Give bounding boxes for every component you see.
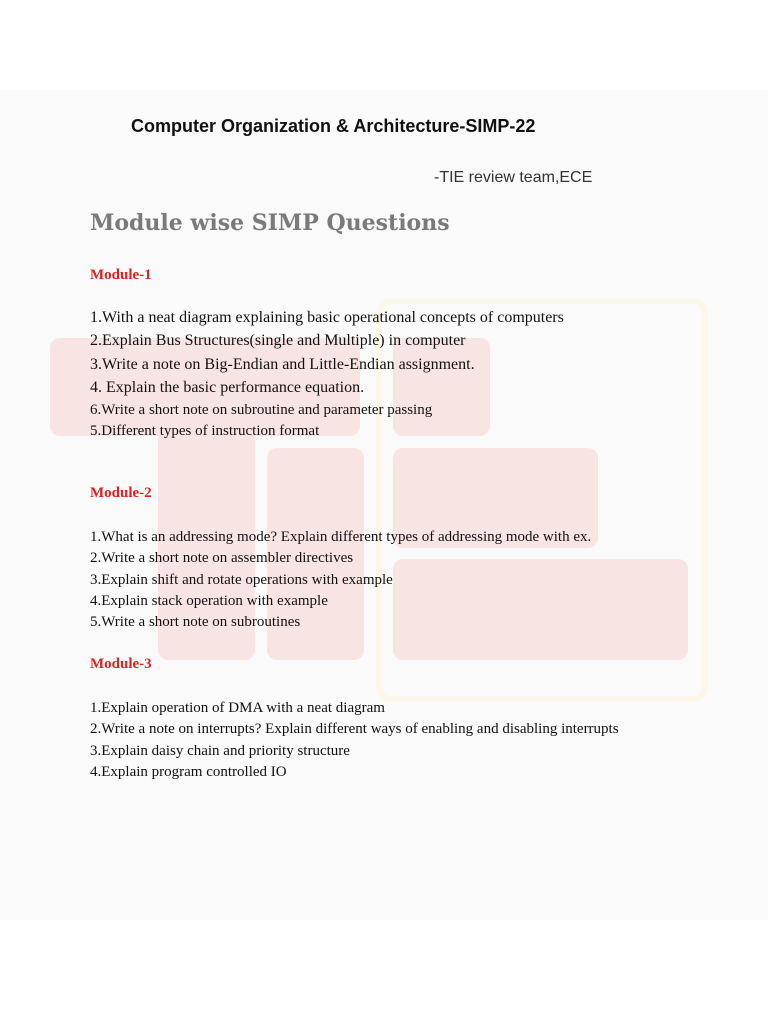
module-3-title: Module-3: [90, 656, 152, 672]
list-item: 3.Explain daisy chain and priority structure: [90, 742, 350, 759]
document-page: [0, 90, 768, 920]
list-item: 5.Write a short note on subroutines: [90, 614, 301, 631]
module-1-question-list: [90, 306, 564, 442]
list-item: 6.Write a short note on subroutine and parameter passing: [90, 401, 433, 418]
list-item: 4.Explain stack operation with example: [90, 592, 328, 609]
list-item: 4.Explain program controlled IO: [90, 763, 287, 780]
module-2-question-list: [90, 527, 591, 633]
list-item: 2.Write a short note on assembler directives: [90, 550, 354, 567]
document-author: -TIE review team,ECE: [434, 169, 593, 186]
list-item: 2.Explain Bus Structures(single and Multiple) in computer: [90, 332, 466, 350]
module-1-title: Module-1: [90, 267, 152, 283]
list-item: 4. Explain the basic performance equation.: [90, 379, 365, 397]
document-title: Computer Organization & Architecture-SIMP-22: [131, 116, 536, 136]
list-item: 5.Different types of instruction format: [90, 422, 320, 439]
module-3-question-list: [90, 698, 619, 783]
list-item: 1.With a neat diagram explaining basic operational concepts of computers: [90, 309, 564, 326]
module-2-title: Module-2: [90, 485, 152, 501]
list-item: 2.Write a note on interrupts? Explain different ways of enabling and disabling interrupts: [90, 721, 619, 738]
list-item: 3.Write a note on Big-Endian and Little-Endian assignment.: [90, 355, 475, 373]
section-heading: Module wise SIMP Questions: [90, 210, 450, 236]
list-item: 3.Explain shift and rotate operations with example: [90, 571, 393, 588]
list-item: 1.What is an addressing mode? Explain different types of addressing mode with ex.: [90, 529, 592, 545]
list-item: 1.Explain operation of DMA with a neat diagram: [90, 700, 385, 716]
